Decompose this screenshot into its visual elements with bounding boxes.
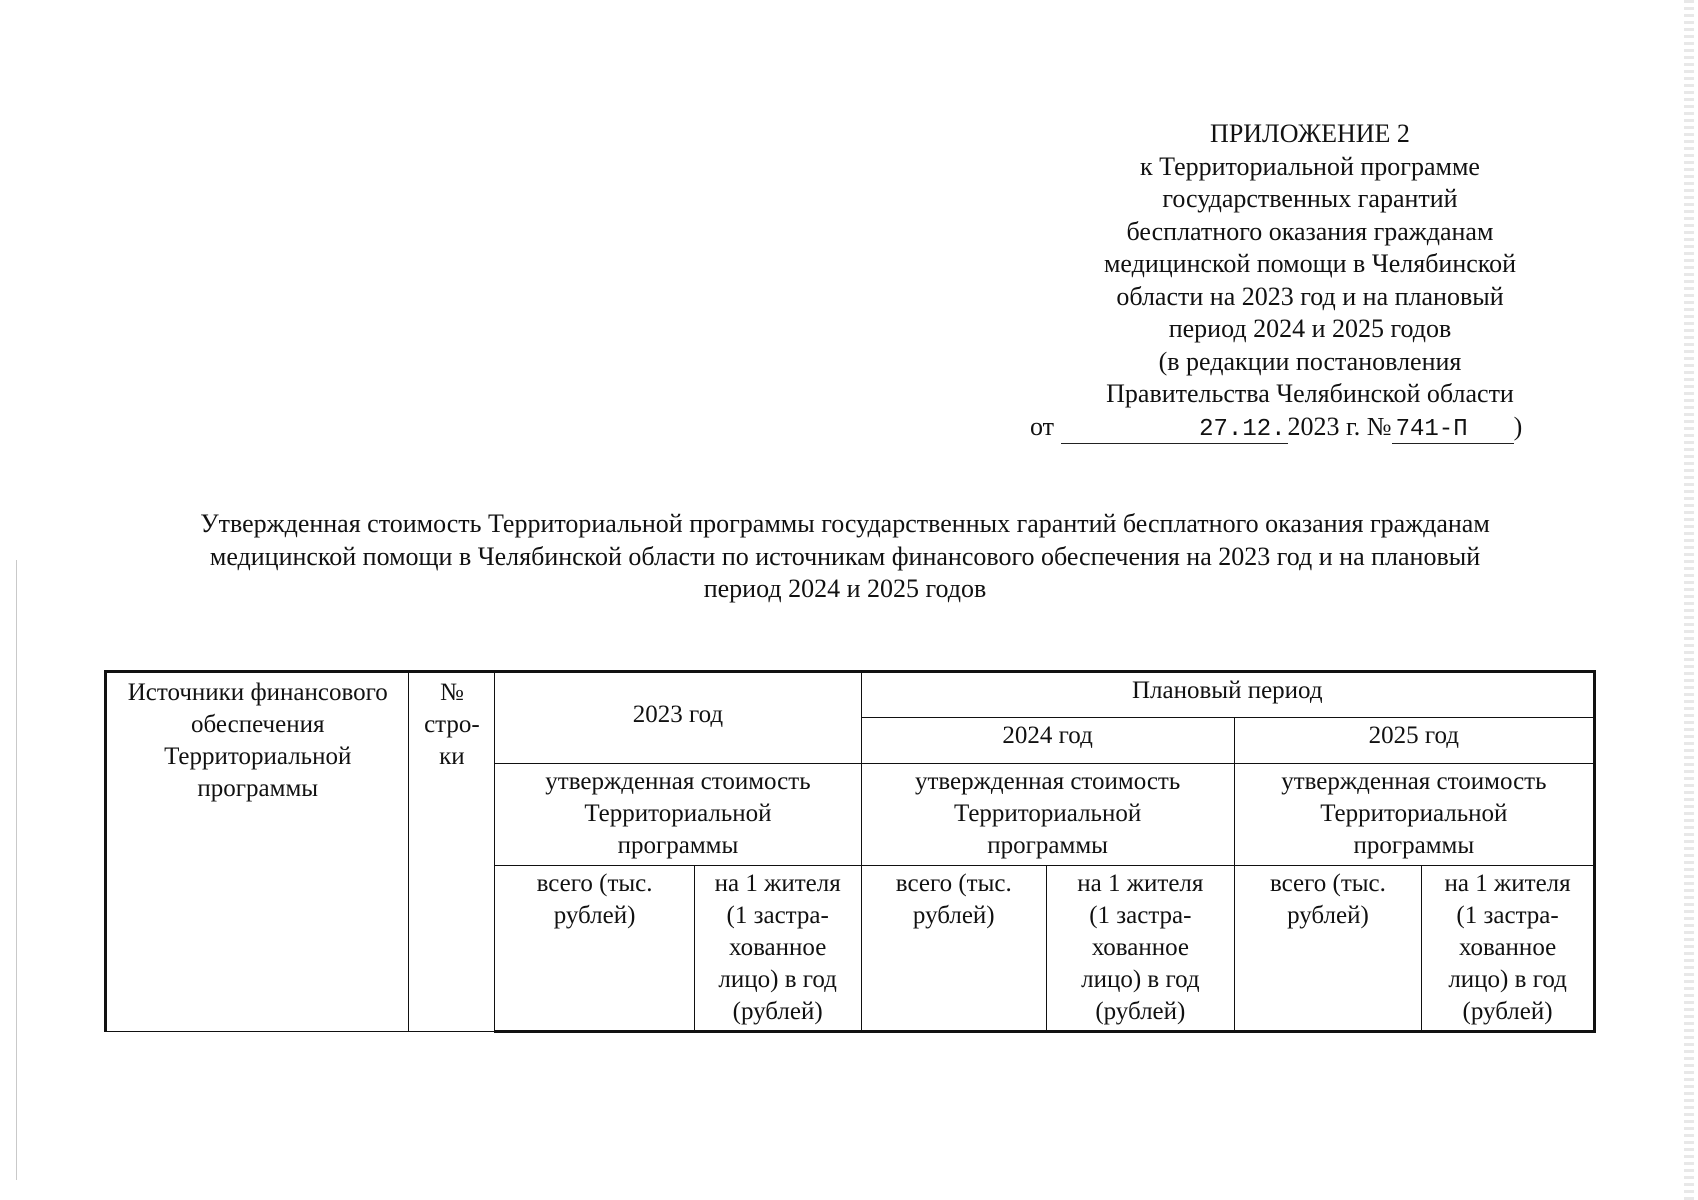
header-per-capita-2025: на 1 жителя (1 застра-хованное лицо) в год (рублей) [1422,866,1595,1032]
header-per-capita-2023: на 1 жителя (1 застра-хованное лицо) в год (рублей) [694,866,861,1032]
resolution-number: 741-П [1392,417,1514,444]
annex-line: медицинской помощи в Челябинской [1103,249,1517,278]
scan-edge-right [1684,0,1694,1200]
date-value: 27.12. [1061,417,1288,444]
document-heading [120,508,1570,606]
annex-line: (в редакции постановления [1158,346,1462,376]
close-paren: ) [1513,411,1523,441]
resolution-date-line [1030,411,1580,444]
annex-title: ПРИЛОЖЕНИЕ 2 [1210,119,1410,148]
header-total-2025: всего (тыс. рублей) [1234,866,1421,1032]
year-label: 2023 г. № [1287,411,1392,441]
header-source: Источники финансового обеспечения Территориальной программы [106,672,409,1032]
header-row-number: № стро-ки [409,672,495,1032]
header-approved-cost-2025: утвержденная стоимость Территориальной программы [1234,764,1594,866]
header-planned-period: Плановый период [861,672,1594,718]
heading-line: Утвержденная стоимость Территориальной программы государственных гарантий бесплатного оказания гражданам [200,509,1490,538]
annex-line: Правительства Челябинской области [1106,379,1514,408]
header-year-2023: 2023 год [495,672,861,764]
annex-line: государственных гарантий [1162,184,1458,213]
header-year-2025: 2025 год [1234,718,1594,764]
header-total-2024: всего (тыс. рублей) [861,866,1046,1032]
header-total-2023: всего (тыс. рублей) [495,866,694,1032]
header-per-capita-2024: на 1 жителя (1 застра-хованное лицо) в год (рублей) [1047,866,1235,1032]
heading-line: период 2024 и 2025 годов [703,574,987,603]
heading-line: медицинской помощи в Челябинской области по источникам финансового обеспечения на 2023 год и на плановый [209,541,1481,571]
annex-line: области на 2023 год и на плановый [1116,281,1504,311]
header-approved-cost-2024: утвержденная стоимость Территориальной программы [861,764,1234,866]
header-year-2024: 2024 год [861,718,1234,764]
annex-line: период 2024 и 2025 годов [1168,314,1452,343]
annex-line: бесплатного оказания гражданам [1126,216,1494,246]
annex-block [1030,118,1580,444]
header-approved-cost-2023: утвержденная стоимость Территориальной программы [495,764,861,866]
cost-table [104,670,1596,1033]
annex-line: к Территориальной программе [1140,151,1480,181]
scan-edge-left [16,560,17,1180]
from-label: от [1030,411,1055,441]
